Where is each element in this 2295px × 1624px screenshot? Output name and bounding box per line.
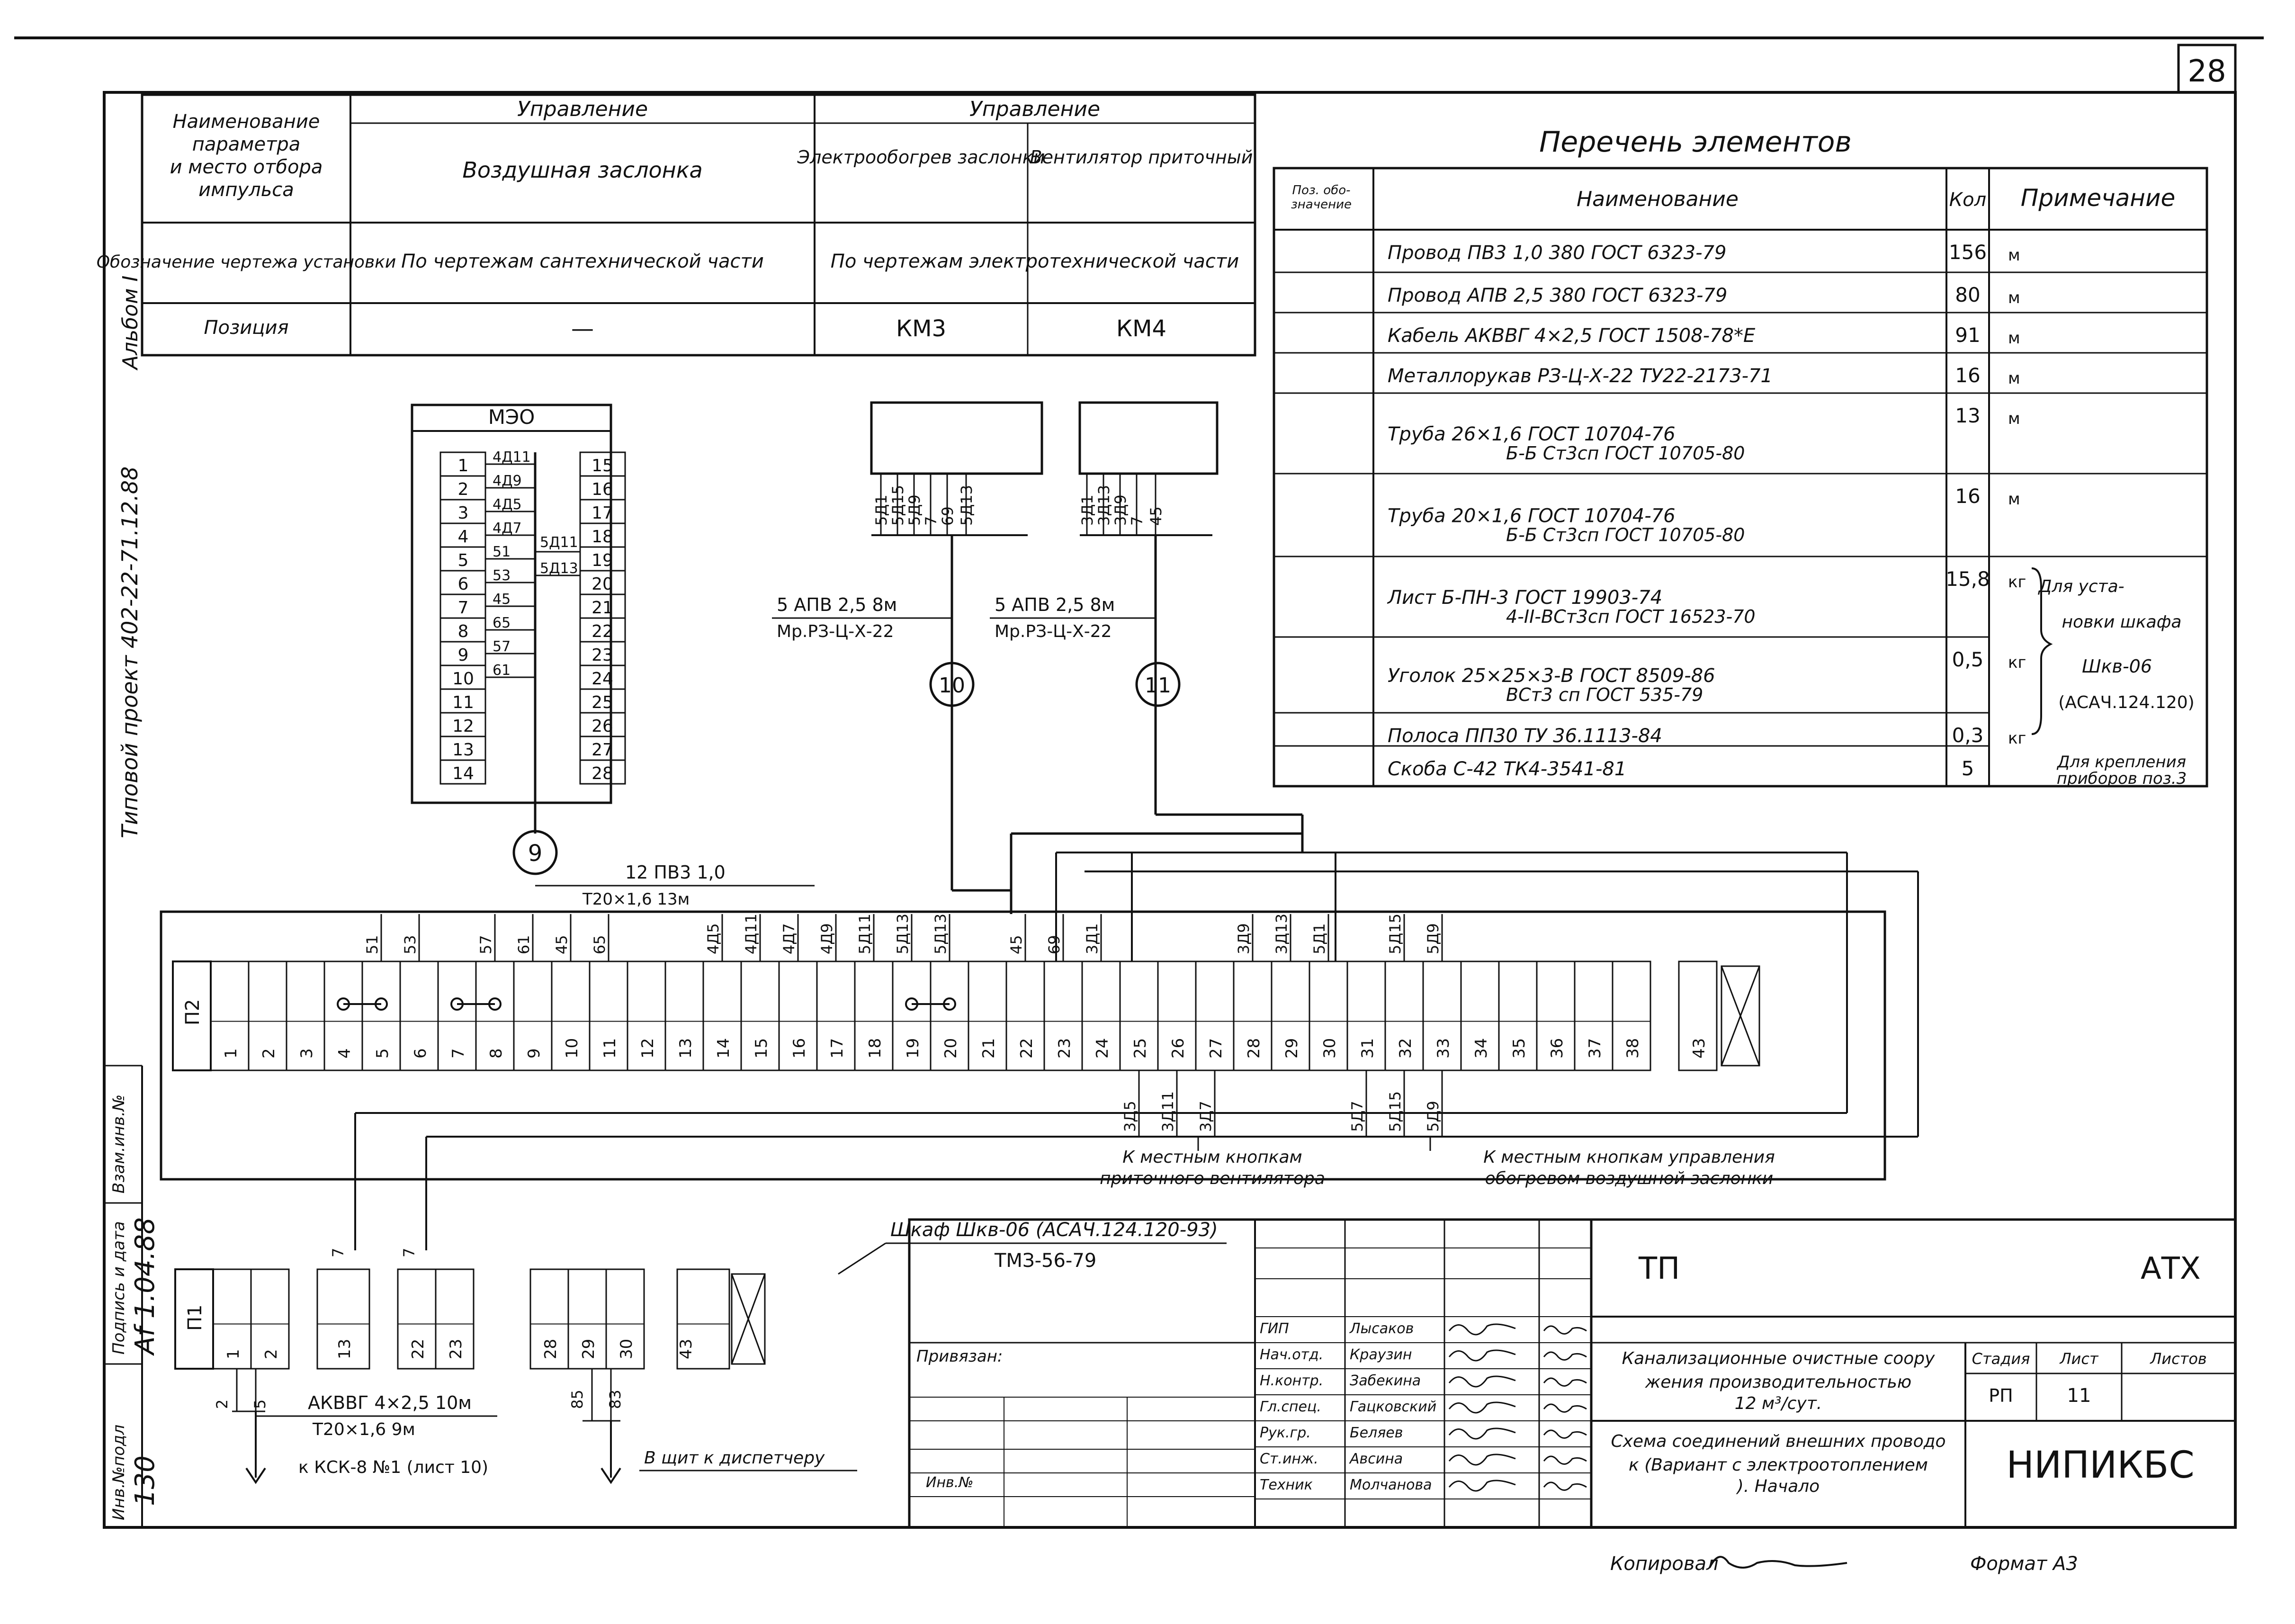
- device-wire-label: 5Д9: [905, 494, 923, 526]
- element-qty: 5: [1961, 757, 1974, 780]
- device-wire-label: 3Д9: [1112, 494, 1130, 526]
- meo-wire-label: 4Д9: [493, 473, 522, 489]
- tb-signature: [1449, 1428, 1515, 1439]
- element-qty: 16: [1955, 364, 1981, 387]
- p2-terminal-num: 6: [411, 1048, 430, 1059]
- control-header-2: Управление: [969, 97, 1101, 121]
- element-name: Уголок 25×25×3-В ГОСТ 8509-86: [1388, 665, 1715, 687]
- tb-signature: [1449, 1376, 1515, 1387]
- meo-terminal-num: 28: [592, 764, 613, 783]
- p2-terminal-num: 35: [1510, 1038, 1529, 1059]
- p2-terminal-num: 12: [638, 1038, 657, 1059]
- tb-sheet-title: ). Начало: [1737, 1477, 1820, 1496]
- element-name: Труба 20×1,6 ГОСТ 10704-76: [1388, 505, 1676, 527]
- tb-signature: [1449, 1402, 1515, 1413]
- damper-header: Воздушная заслонка: [462, 157, 703, 183]
- tb-name: Молчанова: [1350, 1477, 1432, 1493]
- p2-top-wire-label: 5Д9: [1424, 923, 1442, 954]
- km3-hose: Мр.РЗ-Ц-Х-22: [777, 622, 894, 641]
- meo-terminal-num: 27: [592, 740, 613, 760]
- p2-terminal-num: 33: [1434, 1038, 1453, 1059]
- footer: [1610, 1553, 2078, 1575]
- element-unit: м: [2008, 369, 2020, 388]
- elements-title: Перечень элементов: [1539, 126, 1852, 159]
- p2-top-wire-label: 4Д7: [780, 923, 798, 954]
- tb-date: [1544, 1430, 1587, 1438]
- element-qty: 16: [1955, 485, 1981, 508]
- element-name: Лист Б-ПН-3 ГОСТ 19903-74: [1388, 587, 1663, 609]
- cabinet-leader: [838, 1243, 886, 1274]
- tb-sheet-title: Схема соединений внешних проводо: [1611, 1432, 1946, 1451]
- p2-terminal-num: 18: [866, 1038, 885, 1059]
- p1-cable: АКВВГ 4×2,5 10м: [308, 1392, 472, 1413]
- position-row-v1: —: [571, 315, 594, 342]
- tb-sheets-h: Листов: [2150, 1350, 2207, 1368]
- meo-terminal-num: 13: [452, 740, 474, 760]
- p2-top-wire-label: 4Д5: [704, 923, 722, 954]
- parameter-table: [97, 95, 1255, 355]
- p2-terminal-num: 17: [828, 1038, 847, 1059]
- p2-bottom-wire-label: 3Д5: [1121, 1101, 1139, 1132]
- p1-wire-label: 2: [213, 1399, 231, 1409]
- position-row-v3: КМ4: [1116, 315, 1167, 342]
- position-11-label: 11: [1145, 673, 1171, 698]
- p2-top-wire-label: 45: [553, 935, 571, 954]
- tb-date: [1544, 1326, 1587, 1334]
- meo-cable: 12 ПВ3 1,0: [625, 862, 726, 883]
- element-name: Полоса ПП30 ТУ 36.1113-84: [1388, 725, 1662, 747]
- meo-terminal-num: 22: [592, 622, 613, 641]
- element-qty: 91: [1955, 323, 1981, 347]
- device-wire-label: 7: [922, 516, 940, 526]
- note-cabinet: Для уста-: [2038, 577, 2125, 596]
- p2-top-wire-label: 5Д1: [1310, 923, 1328, 954]
- p2-top-wire-label: 61: [515, 935, 533, 954]
- p2-bottom-wire-label: 5Д15: [1386, 1091, 1404, 1132]
- header-note: Примечание: [2020, 184, 2176, 212]
- note-fan: приточного вентилятора: [1100, 1169, 1325, 1188]
- p2-top-wire-label: 5Д15: [1386, 913, 1404, 954]
- p2-top-wire-label: 3Д9: [1235, 923, 1253, 954]
- p2-top-wire-label: 5Д11: [856, 913, 874, 954]
- p2-top-wire-label: 53: [401, 935, 419, 954]
- tb-project: жения производительностью: [1645, 1373, 1912, 1392]
- p2-terminal-num: 20: [941, 1038, 960, 1059]
- tb-signature: [1449, 1324, 1515, 1335]
- meo-terminal-num: 11: [452, 693, 474, 712]
- p2-top-wire-label: 3Д13: [1273, 913, 1291, 954]
- tb-inv: Инв.№: [926, 1474, 974, 1491]
- tb-date: [1544, 1404, 1587, 1412]
- meo-terminal-num: 24: [592, 669, 613, 689]
- element-name: Труба 26×1,6 ГОСТ 10704-76: [1388, 423, 1676, 445]
- p2-terminal-num: 4: [335, 1048, 354, 1059]
- meo-terminal-num: 8: [457, 622, 469, 641]
- p2-terminal-num: 25: [1131, 1038, 1150, 1059]
- element-name: Провод ПВ3 1,0 380 ГОСТ 6323-79: [1388, 242, 1727, 264]
- p2-bottom-wire-label: 5Д7: [1348, 1101, 1366, 1132]
- p2-terminal-num: 26: [1169, 1038, 1188, 1059]
- element-name: Провод АПВ 2,5 380 ГОСТ 6323-79: [1388, 285, 1728, 306]
- p1-terminal-num: 2: [262, 1349, 281, 1359]
- p1-wire-label: 7: [400, 1247, 418, 1257]
- note-cabinet: Шкв-06: [2081, 656, 2152, 677]
- p2-terminal-num: 27: [1207, 1038, 1226, 1059]
- tb-name: Краузин: [1350, 1346, 1412, 1363]
- meo-terminal-num: 1: [457, 456, 469, 476]
- tb-date: [1544, 1352, 1587, 1360]
- tb-project: 12 м³/сут.: [1734, 1394, 1822, 1413]
- device-km3: [871, 403, 1042, 474]
- position-row-v2: КМ3: [896, 315, 947, 342]
- p2-label: П2: [182, 999, 204, 1025]
- cabinet-standard: ТМЗ-56-79: [995, 1250, 1097, 1272]
- meo-terminal-num: 23: [592, 646, 613, 665]
- meo-terminal-num: 9: [457, 646, 469, 665]
- meo-terminal-num: 18: [592, 527, 613, 547]
- p2-terminal-num: 36: [1548, 1038, 1567, 1059]
- p2-top-wire-label: 4Д9: [818, 923, 836, 954]
- drawing-row-v2: По чертежам электротехнической части: [830, 251, 1239, 272]
- meo-terminal-num: 10: [452, 669, 474, 689]
- meo-wire-label: 53: [493, 567, 511, 584]
- p1-wire-label: 7: [329, 1247, 347, 1257]
- element-qty: 13: [1955, 404, 1981, 427]
- tb-sheet: 11: [2067, 1385, 2091, 1407]
- tb-name: Беляев: [1350, 1425, 1403, 1441]
- meo-wire-label: 51: [493, 544, 511, 560]
- strip-sign-value: Af 1.04.88: [130, 1217, 161, 1355]
- meo-terminal-num: 25: [592, 693, 613, 712]
- p2-terminal-num: 1: [222, 1048, 241, 1059]
- meo-terminal-num: 5: [457, 551, 469, 570]
- p1-terminal-num: 28: [541, 1338, 560, 1359]
- tb-signature: [1449, 1454, 1515, 1465]
- tb-stage: РП: [1989, 1385, 2013, 1406]
- p2-top-wire-label: 4Д11: [742, 913, 760, 954]
- element-sub: Б-Б Ст3сп ГОСТ 10705-80: [1506, 443, 1745, 464]
- position-row-label: Позиция: [204, 317, 289, 339]
- tb-name: Забекина: [1350, 1373, 1421, 1389]
- p2-terminal-num: 19: [904, 1038, 923, 1059]
- side-strip: [104, 276, 161, 1527]
- strip-replace-label: Взам.инв.№: [109, 1094, 128, 1193]
- p2-terminal-num: 2: [260, 1048, 278, 1059]
- element-unit: кг: [2008, 573, 2026, 592]
- p2-top-wire-label: 51: [363, 935, 381, 954]
- p1-terminal-num: 29: [579, 1338, 598, 1359]
- p1-terminal-num: 30: [617, 1338, 636, 1359]
- tb-name: Авсина: [1350, 1451, 1403, 1467]
- meo-jumper-label: 5Д11: [540, 534, 578, 551]
- meo-wire-label: 4Д7: [493, 520, 522, 537]
- p1-terminal-num: 13: [335, 1338, 354, 1359]
- p2-terminal-num: 9: [525, 1048, 544, 1059]
- p2-bottom-wire-label: 5Д9: [1424, 1101, 1442, 1132]
- p2-top-wire-label: 65: [591, 935, 609, 954]
- tb-code: ТП: [1639, 1251, 1680, 1286]
- meo-pipe: Т20×1,6 13м: [583, 890, 690, 909]
- p2-terminal-num: 29: [1282, 1038, 1301, 1059]
- meo-jumper-label: 5Д13: [540, 560, 578, 577]
- p1-pipe: Т20×1,6 9м: [313, 1420, 415, 1439]
- element-unit: кг: [2008, 729, 2026, 748]
- element-unit: м: [2008, 246, 2020, 265]
- p2-terminal-num: 21: [979, 1038, 998, 1059]
- meo-wire-label: 57: [493, 638, 511, 655]
- header-pos: значение: [1291, 197, 1352, 212]
- p2-terminal-num: 23: [1055, 1038, 1074, 1059]
- copied-label: Копировал: [1610, 1553, 1719, 1575]
- strip-sign-label: Подпись и дата: [109, 1221, 128, 1355]
- element-name: Металлорукав РЗ-Ц-Х-22 ТУ22-2173-71: [1388, 365, 1773, 387]
- element-unit: м: [2008, 288, 2020, 307]
- p1-wire-label: 83: [606, 1390, 624, 1409]
- tb-role: Н.контр.: [1260, 1373, 1324, 1389]
- heater-header: Электрообогрев заслонки: [797, 147, 1045, 168]
- device-wire-label: 5Д1: [872, 494, 890, 526]
- p2-terminal-num: 34: [1472, 1038, 1491, 1059]
- device-wire-label: 7: [1128, 516, 1146, 526]
- element-sub: 4-II-ВСт3сп ГОСТ 16523-70: [1506, 606, 1756, 627]
- meo-terminal-num: 15: [592, 456, 613, 476]
- tb-role: Рук.гр.: [1260, 1425, 1311, 1441]
- device-wire-label: 69: [939, 506, 957, 526]
- meo-wire-label: 4Д5: [493, 496, 522, 513]
- p2-terminal-num: 22: [1017, 1038, 1036, 1059]
- note-cabinet: новки шкафа: [2062, 612, 2182, 632]
- p2-top-wire-label: 57: [477, 935, 495, 954]
- element-qty: 80: [1955, 283, 1981, 306]
- p2-terminal-num: 38: [1623, 1038, 1642, 1059]
- tb-date: [1544, 1378, 1587, 1386]
- p2-terminal-num: 28: [1245, 1038, 1264, 1059]
- p2-terminal-num: 43: [1690, 1038, 1709, 1059]
- p2-top-wire-label: 3Д1: [1083, 923, 1101, 954]
- element-qty: 0,5: [1952, 648, 1984, 671]
- sheet-number: 28: [2187, 54, 2226, 89]
- p1-terminal-num: 1: [224, 1349, 243, 1359]
- note-fastening: Для крепления: [2057, 753, 2187, 772]
- tb-role: Ст.инж.: [1260, 1451, 1318, 1467]
- tb-role: Нач.отд.: [1260, 1346, 1324, 1363]
- meo-terminal-num: 20: [592, 574, 613, 594]
- meo-terminal-num: 2: [457, 480, 469, 499]
- km3-cable: 5 АПВ 2,5 8м: [777, 594, 897, 615]
- tb-series: АТХ: [2141, 1251, 2201, 1286]
- format-label: Формат А3: [1970, 1553, 2078, 1575]
- element-qty: 156: [1948, 241, 1987, 264]
- p1-label: П1: [184, 1304, 206, 1331]
- device-wire-label: 3Д1: [1078, 494, 1096, 526]
- tb-role: ГИП: [1260, 1320, 1289, 1337]
- meo-terminal-num: 17: [592, 503, 613, 523]
- meo-actuator: [412, 405, 625, 834]
- note-fan: К местным кнопкам: [1122, 1148, 1302, 1167]
- device-wire-label: 3Д13: [1095, 485, 1113, 526]
- note-fastening: приборов поз.3: [2056, 769, 2187, 788]
- tb-project: Канализационные очистные соору: [1622, 1349, 1935, 1368]
- drawing-row-v1: По чертежам сантехнической части: [401, 251, 764, 272]
- strip-inv-label: Инв.№подл: [109, 1424, 128, 1520]
- meo-terminal-num: 4: [457, 527, 469, 547]
- tb-role: Техник: [1260, 1477, 1313, 1493]
- meo-wire-label: 45: [493, 591, 511, 608]
- p1-terminal-num: 23: [447, 1338, 466, 1359]
- element-name: Скоба С-42 ТК4-3541-81: [1388, 758, 1627, 780]
- strip-inv-value: 130: [130, 1455, 161, 1506]
- p2-terminal-num: 37: [1586, 1038, 1605, 1059]
- meo-terminal-num: 7: [457, 598, 469, 618]
- p2-terminal-num: 11: [601, 1038, 619, 1059]
- tb-role: Гл.спец.: [1260, 1399, 1321, 1415]
- position-10-label: 10: [939, 673, 965, 698]
- p2-terminal-num: 32: [1396, 1038, 1415, 1059]
- meo-terminal-num: 6: [457, 574, 469, 594]
- meo-terminal-num: 14: [452, 764, 474, 783]
- p2-top-wire-label: 45: [1007, 935, 1025, 954]
- device-wire-label: 5Д13: [958, 485, 976, 526]
- tb-signature: [1449, 1480, 1515, 1491]
- p2-bottom-wire-label: 3Д7: [1197, 1101, 1215, 1132]
- header-name: Наименование: [1577, 187, 1739, 211]
- element-unit: кг: [2008, 653, 2026, 672]
- element-name: Кабель АКВВГ 4×2,5 ГОСТ 1508-78*Е: [1388, 325, 1756, 347]
- meo-title: МЭО: [488, 405, 535, 429]
- p2-terminal-num: 10: [563, 1038, 582, 1059]
- device-km4: [1080, 403, 1217, 474]
- p2-bottom-wire-label: 3Д11: [1159, 1091, 1177, 1132]
- elements-list: [1274, 126, 2207, 788]
- p1-terminal-num: 22: [409, 1338, 428, 1359]
- project-label: Типовой проект 402-22-71.12.88: [117, 466, 143, 838]
- element-sub: Б-Б Ст3сп ГОСТ 10705-80: [1506, 524, 1745, 546]
- fan-header: Вентилятор приточный: [1030, 147, 1253, 168]
- p1-terminal-num: 43: [677, 1338, 696, 1359]
- p1-wire-label: 5: [251, 1399, 269, 1409]
- meo-terminal-num: 3: [457, 503, 469, 523]
- element-unit: м: [2008, 329, 2020, 348]
- note-cabinet: (АСАЧ.124.120): [2058, 693, 2195, 712]
- km4-cable: 5 АПВ 2,5 8м: [995, 594, 1115, 615]
- tb-name: Лысаков: [1350, 1320, 1414, 1337]
- meo-terminal-num: 19: [592, 551, 613, 570]
- tb-org: НИПИКБС: [2006, 1444, 2195, 1487]
- header-qty: Кол: [1949, 189, 1987, 211]
- header-pos: Поз. обо-: [1292, 183, 1351, 197]
- element-unit: м: [2008, 490, 2020, 509]
- cabinet-name: Шкаф Шкв-06 (АСАЧ.124.120-93): [890, 1219, 1218, 1241]
- title-block: [909, 1220, 2235, 1527]
- p2-terminal-num: 3: [297, 1048, 316, 1059]
- element-qty: 15,8: [1945, 567, 1990, 591]
- p2-top-wire-label: 69: [1045, 935, 1063, 954]
- control-header-1: Управление: [517, 97, 648, 121]
- meo-wire-label: 61: [493, 662, 511, 679]
- tb-name: Гацковский: [1350, 1399, 1437, 1415]
- note-heat: обогревом воздушной заслонки: [1485, 1169, 1774, 1188]
- element-unit: м: [2008, 409, 2020, 428]
- tb-sheet-title: к (Вариант с электроотоплением: [1629, 1455, 1928, 1475]
- km4-hose: Мр.РЗ-Ц-Х-22: [995, 622, 1112, 641]
- element-qty: 0,3: [1952, 724, 1984, 747]
- position-9-label: 9: [528, 840, 543, 867]
- p2-terminal-num: 13: [676, 1038, 695, 1059]
- p2-terminal-num: 16: [790, 1038, 809, 1059]
- meo-terminal-num: 16: [592, 480, 613, 499]
- album-label: Альбом I: [118, 275, 143, 369]
- p2-top-wire-label: 5Д13: [894, 913, 912, 954]
- p1-wire-label: 85: [568, 1390, 586, 1409]
- p1-dest-1: к КСК-8 №1 (лист 10): [298, 1458, 489, 1477]
- p2-top-wire-label: 5Д13: [932, 913, 950, 954]
- p2-terminal-num: 30: [1320, 1038, 1339, 1059]
- element-sub: ВСт3 сп ГОСТ 535-79: [1506, 684, 1703, 705]
- p2-terminal-num: 8: [487, 1048, 506, 1059]
- p2-terminal-num: 5: [373, 1048, 392, 1059]
- p2-terminal-num: 15: [752, 1038, 771, 1059]
- meo-terminal-num: 26: [592, 717, 613, 736]
- meo-wire-label: 65: [493, 615, 511, 631]
- p1-dest-2: В щит к диспетчеру: [644, 1448, 825, 1468]
- tb-date: [1544, 1456, 1587, 1464]
- tb-sheet-h: Лист: [2060, 1350, 2098, 1368]
- p2-terminal-num: 24: [1093, 1038, 1112, 1059]
- tb-bound: Привязан:: [916, 1347, 1003, 1366]
- p2-terminal-num: 7: [449, 1048, 468, 1059]
- copied-signature: [1710, 1557, 1847, 1568]
- device-wire-label: 45: [1147, 506, 1165, 526]
- meo-terminal-num: 12: [452, 717, 474, 736]
- p2-terminal-num: 31: [1358, 1038, 1377, 1059]
- tb-signature: [1449, 1350, 1515, 1361]
- meo-wire-label: 4Д11: [493, 449, 531, 466]
- tb-stage-h: Стадия: [1972, 1350, 2030, 1368]
- tb-date: [1544, 1482, 1587, 1490]
- meo-terminal-num: 21: [592, 598, 613, 618]
- param-header: Наименование параметра и место отбора импульса: [170, 111, 323, 201]
- p2-terminal-num: 14: [714, 1038, 733, 1059]
- device-wire-label: 5Д15: [889, 485, 907, 526]
- note-heat: К местным кнопкам управления: [1483, 1148, 1775, 1167]
- drawing-row-label: Обозначение чертежа установки: [96, 252, 396, 272]
